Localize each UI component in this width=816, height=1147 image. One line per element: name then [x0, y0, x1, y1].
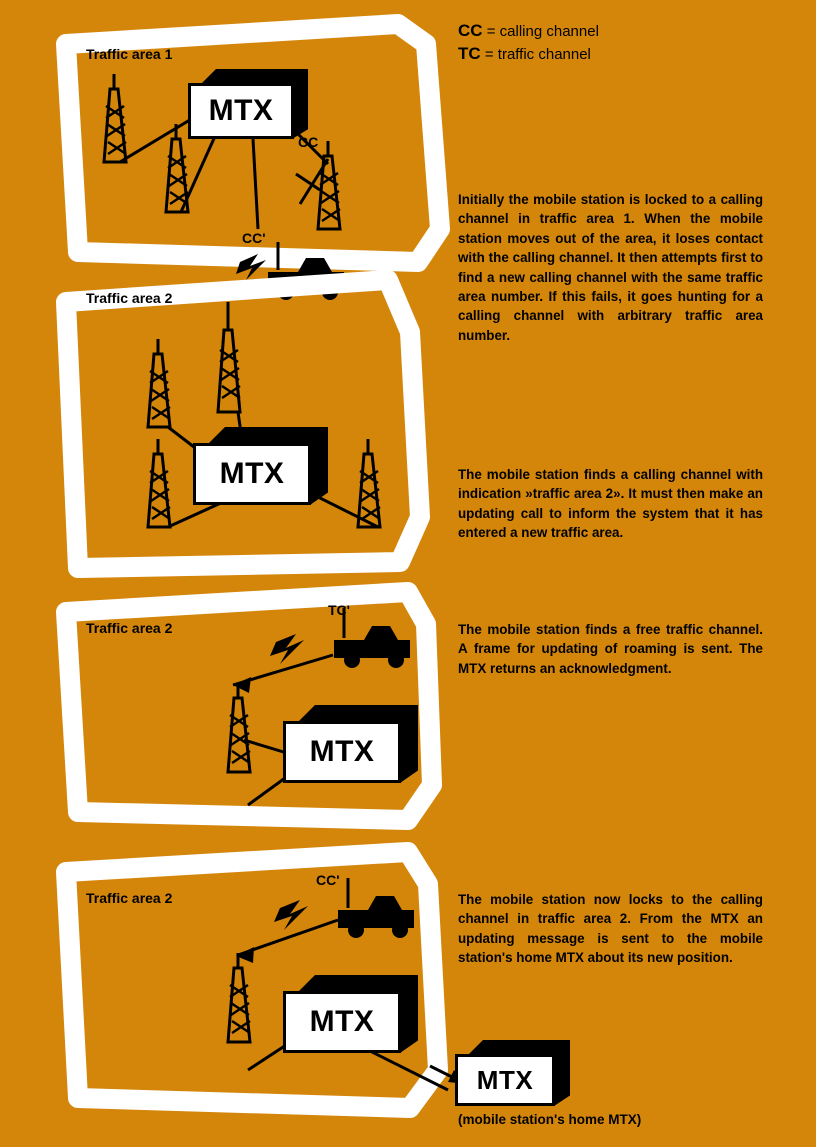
cc-prime-label-4: CC'	[316, 872, 340, 888]
tc-prime-label: TC'	[328, 602, 350, 618]
panel-3-mtx-label: MTX	[283, 721, 401, 783]
legend-equals-tc: =	[484, 46, 494, 63]
legend-row-cc	[458, 20, 599, 43]
panel-1-mtx-label: MTX	[188, 83, 294, 139]
cc-prime-label-1: CC'	[242, 230, 266, 246]
panel-1-mtx	[188, 69, 308, 139]
panel-traffic-area-2-b	[48, 580, 448, 830]
legend-row-tc	[458, 43, 599, 66]
panel-1-label: Traffic area 1	[86, 46, 173, 62]
paragraph-2: The mobile station finds a calling channel with indication »traffic area 2». It must then make an updating call to inform the system that it has entered a new traffic area.	[458, 467, 763, 541]
legend	[458, 20, 599, 66]
panel-traffic-area-2-a	[48, 262, 448, 582]
panel-traffic-area-2-c	[48, 840, 448, 1118]
panel-3-mtx	[283, 705, 418, 783]
home-mtx-label: MTX	[455, 1054, 555, 1106]
panel-2-mtx	[193, 427, 328, 505]
panel-2-label: Traffic area 2	[86, 290, 173, 306]
paragraph-1: Initially the mobile station is locked to a calling channel in traffic area 1. When the mobile station moves out of the area, it loses contact with the calling channel. It then attempts first to find a new calling channel with the same traffic area number. If this fails, it goes hunting for a calling channel with arbitrary traffic area number.	[458, 192, 763, 343]
legend-code-cc: CC	[458, 21, 483, 40]
legend-code-tc: TC	[458, 44, 481, 63]
paragraph-3: The mobile station finds a free traffic channel. A frame for updating of roaming is sent. The MTX returns an acknowledgment.	[458, 622, 763, 676]
legend-text-cc: calling channel	[499, 23, 599, 40]
panel-4-mtx-label: MTX	[283, 991, 401, 1053]
legend-text-tc: traffic channel	[497, 46, 591, 63]
panel-2-mtx-label: MTX	[193, 443, 311, 505]
panel-3-label: Traffic area 2	[86, 620, 173, 636]
panel-4-mtx	[283, 975, 418, 1053]
panel-2-network	[48, 262, 448, 582]
panel-4-label: Traffic area 2	[86, 890, 173, 906]
home-mtx-caption: (mobile station's home MTX)	[458, 1112, 642, 1127]
cc-label: CC	[298, 134, 319, 150]
legend-equals-cc: =	[486, 23, 496, 40]
paragraph-4: The mobile station now locks to the calling channel in traffic area 2. From the MTX an updating message is sent to the mobile station's home MTX about its new position.	[458, 892, 763, 966]
home-mtx	[455, 1040, 570, 1106]
